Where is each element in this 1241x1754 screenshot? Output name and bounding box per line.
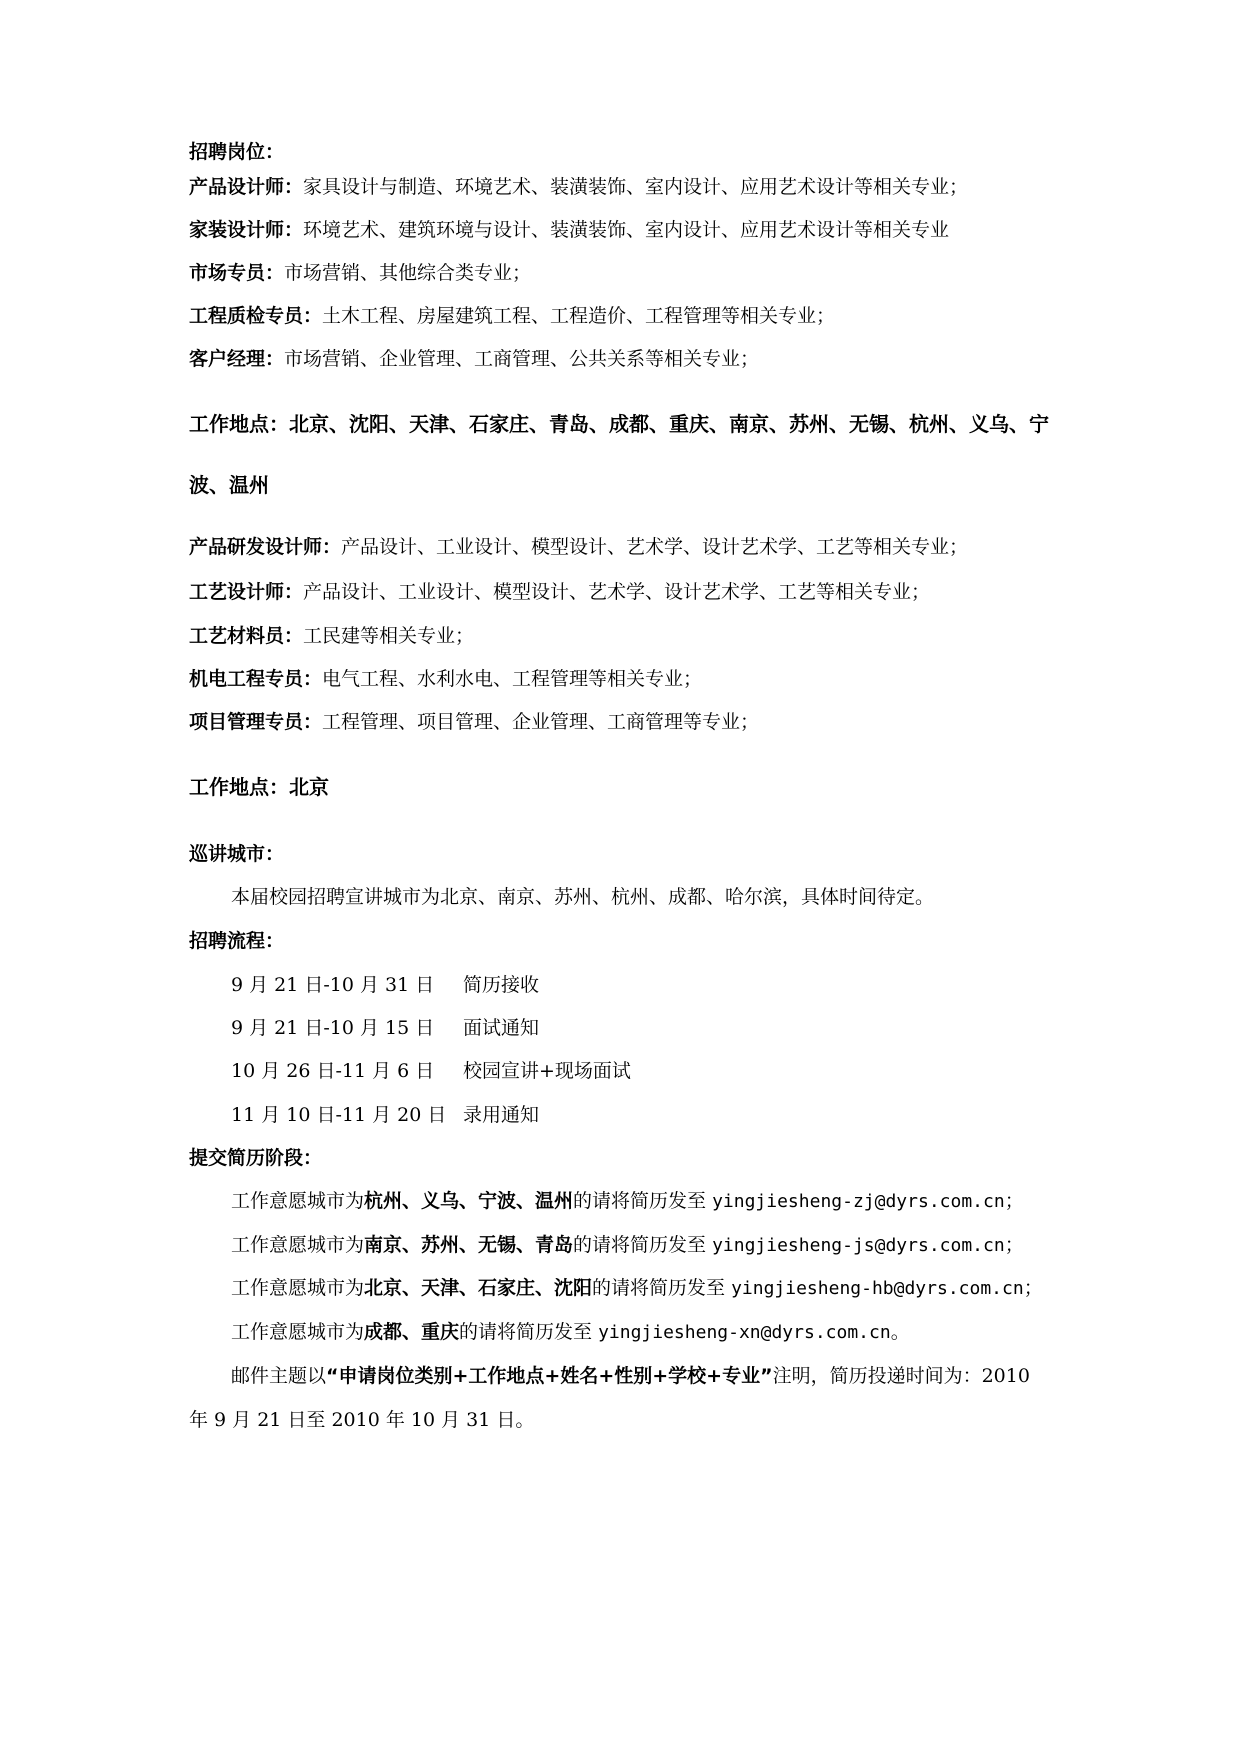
process-step [231, 973, 539, 997]
position-title: 市场专员： [189, 262, 285, 284]
submit-email[interactable]: yingjiesheng-zj@dyrs.com.cn [712, 1191, 1005, 1212]
position-majors: 电气工程、水利水电、工程管理等相关专业； [322, 668, 703, 690]
position-majors: 工程管理、项目管理、企业管理、工商管理等专业； [322, 711, 760, 733]
submit-mid: 的请将简历发至 [573, 1190, 713, 1212]
submit-mid: 的请将简历发至 [573, 1234, 713, 1256]
note-prefix: 邮件主题以 [231, 1365, 327, 1387]
email-subject-note-line2: 年 9 月 21 日至 2010 年 10 月 31 日。 [189, 1409, 535, 1431]
position-majors: 产品设计、工业设计、模型设计、艺术学、设计艺术学、工艺等相关专业； [341, 536, 969, 558]
position-row [189, 710, 759, 734]
submit-end: 。 [890, 1321, 910, 1343]
submit-end: ； [1004, 1234, 1024, 1256]
section-heading-process: 招聘流程： [189, 930, 285, 952]
position-row [189, 535, 968, 559]
work-location-line1: 工作地点：北京、沈阳、天津、石家庄、青岛、成都、重庆、南京、苏州、无锡、杭州、义乌、宁 [189, 412, 1049, 436]
process-step-task: 面试通知 [463, 1017, 540, 1039]
process-step-date: 9 月 21 日-10 月 31 日 [231, 974, 435, 996]
position-majors: 产品设计、工业设计、模型设计、艺术学、设计艺术学、工艺等相关专业； [303, 581, 931, 603]
position-title: 机电工程专员： [189, 668, 323, 690]
position-title: 工程质检专员： [189, 305, 323, 327]
work-location-beijing: 工作地点：北京 [189, 775, 329, 799]
position-majors: 工民建等相关专业； [303, 625, 475, 647]
submit-cities: 南京、苏州、无锡、青岛 [364, 1234, 574, 1256]
submit-end: ； [1023, 1277, 1043, 1299]
submit-cities: 北京、天津、石家庄、沈阳 [364, 1277, 593, 1299]
tour-text: 本届校园招聘宣讲城市为北京、南京、苏州、杭州、成都、哈尔滨，具体时间待定。 [231, 886, 935, 908]
position-title: 家装设计师： [189, 219, 304, 241]
position-majors: 市场营销、其他综合类专业； [284, 262, 532, 284]
position-majors: 环境艺术、建筑环境与设计、装潢装饰、室内设计、应用艺术设计等相关专业 [303, 219, 950, 241]
submit-cities: 成都、重庆 [364, 1321, 460, 1343]
position-row [189, 347, 759, 371]
submit-email[interactable]: yingjiesheng-xn@dyrs.com.cn [598, 1322, 891, 1343]
position-title: 客户经理： [189, 348, 285, 370]
position-title: 工艺设计师： [189, 581, 304, 603]
submit-cities: 杭州、义乌、宁波、温州 [364, 1190, 574, 1212]
email-subject-note [231, 1364, 1030, 1388]
position-majors: 土木工程、房屋建筑工程、工程造价、工程管理等相关专业； [322, 305, 836, 327]
note-subject: “申请岗位类别+工作地点+姓名+性别+学校+专业” [326, 1365, 773, 1387]
process-step-date: 11 月 10 日-11 月 20 日 [231, 1104, 447, 1126]
submit-mid: 的请将简历发至 [459, 1321, 599, 1343]
submit-mid: 的请将简历发至 [592, 1277, 732, 1299]
submit-email[interactable]: yingjiesheng-hb@dyrs.com.cn [731, 1278, 1024, 1299]
position-row [189, 218, 949, 242]
process-step [231, 1059, 631, 1083]
submit-email[interactable]: yingjiesheng-js@dyrs.com.cn [712, 1235, 1005, 1256]
process-step [231, 1103, 539, 1127]
position-row [189, 667, 702, 691]
position-majors: 市场营销、企业管理、工商管理、公共关系等相关专业； [284, 348, 760, 370]
section-heading-tour: 巡讲城市： [189, 843, 285, 865]
submit-prefix: 工作意愿城市为 [231, 1234, 365, 1256]
position-title: 产品研发设计师： [189, 536, 342, 558]
section-heading-submit: 提交简历阶段： [189, 1147, 323, 1169]
position-row [189, 624, 474, 648]
submit-row [231, 1189, 1024, 1214]
submit-end: ； [1004, 1190, 1024, 1212]
submit-row [231, 1320, 910, 1345]
submit-prefix: 工作意愿城市为 [231, 1277, 365, 1299]
process-step-task: 校园宣讲+现场面试 [463, 1060, 631, 1082]
position-title: 项目管理专员： [189, 711, 323, 733]
work-location-line2: 波、温州 [189, 473, 269, 497]
position-title: 产品设计师： [189, 176, 304, 198]
process-step-task: 简历接收 [463, 974, 540, 996]
process-step-date: 10 月 26 日-11 月 6 日 [231, 1060, 435, 1082]
position-row [189, 175, 968, 199]
position-title: 工艺材料员： [189, 625, 304, 647]
note-suffix: 注明，简历投递时间为：2010 [772, 1365, 1030, 1387]
position-row [189, 304, 835, 328]
submit-prefix: 工作意愿城市为 [231, 1321, 365, 1343]
process-step-task: 录用通知 [463, 1104, 540, 1126]
submit-row [231, 1276, 1043, 1301]
submit-prefix: 工作意愿城市为 [231, 1190, 365, 1212]
submit-row [231, 1233, 1024, 1258]
section-heading-positions: 招聘岗位： [189, 141, 285, 163]
process-step [231, 1016, 539, 1040]
position-majors: 家具设计与制造、环境艺术、装潢装饰、室内设计、应用艺术设计等相关专业； [303, 176, 969, 198]
process-step-date: 9 月 21 日-10 月 15 日 [231, 1017, 435, 1039]
position-row [189, 580, 930, 604]
position-row [189, 261, 531, 285]
